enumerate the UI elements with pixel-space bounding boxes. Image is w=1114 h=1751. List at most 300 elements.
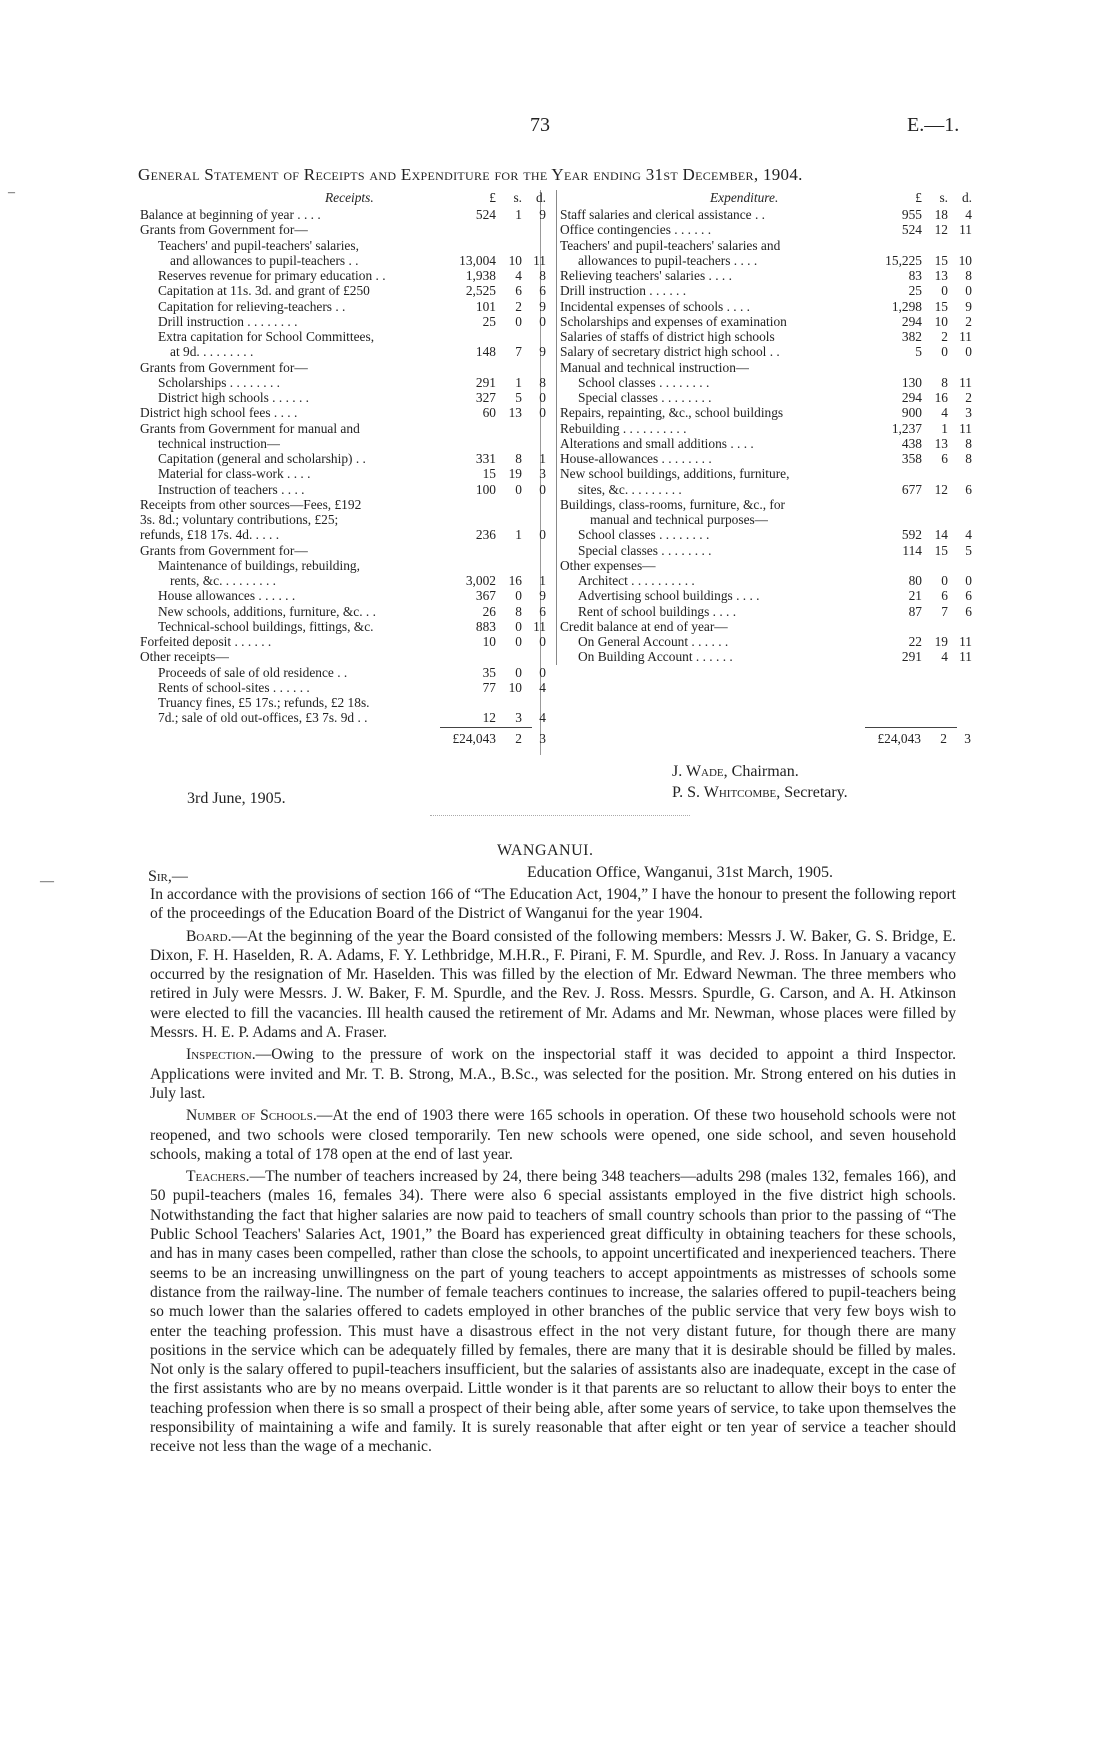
amount-shillings: 0 — [515, 618, 522, 634]
ledger-label: Capitation for relieving-teachers . . — [158, 298, 346, 314]
ledger-label: On General Account . . . . . . — [578, 634, 729, 649]
chairman-role: Chairman. — [727, 763, 799, 780]
expenditure-total-rule — [865, 727, 957, 728]
ledger-label: Capitation (general and scholarship) . . — [158, 451, 366, 466]
ledger-label: Technical-school buildings, fittings, &c. — [158, 618, 374, 634]
amount-shillings: 13 — [934, 435, 948, 451]
ledger-label: at 9d. . . . . . . . . — [170, 344, 254, 360]
amount-pounds: 25 — [482, 313, 496, 329]
ledger-label: Extra capitation for School Committees, — [158, 329, 375, 344]
amount-pounds: 3,002 — [465, 573, 496, 588]
ledger-row — [560, 420, 972, 436]
ledger-row — [140, 436, 542, 451]
ledger-label: Advertising school buildings . . . . — [578, 588, 760, 604]
ledger-row — [560, 558, 968, 573]
amount-shillings: 12 — [934, 222, 948, 238]
amount-pence: 4 — [965, 207, 972, 222]
ledger-amount — [866, 222, 972, 237]
receipts-table — [140, 190, 546, 726]
ledger-label: Special classes . . . . . . . . — [578, 542, 712, 558]
amount-shillings: 0 — [515, 634, 522, 649]
amount-shillings: 6 — [941, 451, 948, 466]
amount-pence: 8 — [539, 374, 546, 390]
amount-shillings: 2 — [941, 329, 948, 344]
amount-shillings: 0 — [515, 588, 522, 604]
receipts-total-rule — [440, 727, 532, 728]
ledger-label: Grants from Government for— — [140, 359, 308, 375]
ledger-amount — [866, 436, 972, 451]
ledger-label: Alterations and small additions . . . . — [560, 435, 754, 451]
ledger-amount — [866, 207, 972, 222]
amount-shillings: 10 — [508, 252, 522, 268]
ledger-label: On Building Account . . . . . . — [578, 649, 733, 665]
ledger-label: technical instruction— — [158, 435, 281, 451]
expenditure-header — [560, 190, 972, 207]
ledger-amount — [866, 649, 972, 664]
amount-pence: 5 — [965, 542, 972, 558]
amount-pence: 6 — [965, 481, 972, 497]
ledger-row — [560, 298, 972, 314]
ledger-label: Scholarships and expenses of examination — [560, 313, 787, 329]
amount-pounds: 382 — [901, 329, 922, 344]
amount-pence: 8 — [965, 451, 972, 466]
margin-mark: – — [8, 185, 15, 200]
office-line: Education Office, Wanganui, 31st March, 1905. — [527, 864, 834, 881]
amount-shillings: 16 — [508, 573, 522, 588]
amount-pounds: 524 — [475, 207, 496, 222]
ledger-row — [140, 374, 546, 390]
amount-shillings: 0 — [941, 283, 948, 299]
ledger-row — [560, 573, 972, 588]
total-shillings: 2 — [940, 731, 947, 746]
amount-pounds: 524 — [901, 222, 922, 238]
ledger-row — [560, 435, 972, 451]
amount-pounds: 592 — [901, 527, 922, 543]
ledger-amount — [440, 268, 546, 283]
ledger-amount — [866, 253, 972, 268]
ledger-row — [140, 603, 546, 619]
amount-shillings: 1 — [515, 374, 522, 390]
amount-pence: 6 — [539, 283, 546, 299]
ledger-amount — [866, 634, 972, 649]
amount-pounds: 35 — [482, 664, 496, 680]
ledger-amount — [866, 482, 972, 497]
ledger-amount — [866, 268, 972, 283]
amount-pence: 3 — [965, 405, 972, 421]
ledger-label: Relieving teachers' salaries . . . . — [560, 268, 732, 283]
ledger-label: Staff salaries and clerical assistance . . — [560, 207, 765, 222]
amount-pence: 11 — [959, 329, 972, 344]
paragraph-text: —Owing to the pressure of work on the inspectorial staff it was decided to appoint a third Inspector. Applications were invited and Mr. T. B. Strong, M.A., B.Sc., was selected for the position. Mr. Strong entered on his duties in July last. — [150, 1046, 956, 1102]
amount-pence: 8 — [965, 268, 972, 283]
ledger-row — [140, 649, 542, 664]
amount-pounds: 1,938 — [465, 268, 496, 283]
amount-pence: 11 — [533, 618, 546, 634]
amount-pence: 9 — [965, 298, 972, 314]
ledger-row — [560, 390, 972, 405]
paragraph-text: —The number of teachers increased by 24, there being 348 teachers—adults 298 (males 132, females 166), and 50 pupil-teachers (males 16, females 34). There were also 6 special assistants employed in the five district high schools. Notwithstanding the fact that higher salaries are now paid to teachers of small country schools than prior to the passing of “The Public School Teachers' Salaries Act, 1901,” the Board has experienced great difficulty in obtaining teachers for these schools, and has in many cases been compelled, rather than close the schools, to appoint uncertificated and inexperienced teachers. There seems to be an increasing unwillingness on the part of young teachers to accept appointments as mistresses of schools some distance from the railway-line. The number of female teachers continues to increase, the salaries offered to pupil-teachers being so much lower than the salaries offered to cadets employed in other branches of the public service that very few boys wish to enter the teaching profession. This must have a disastrous effect in the not very distant future, for though there are many positions in the service which can be adequately filled by females, there are many that it is desirable should be filled by males. Not only is the salary offered to pupil-teachers insufficient, but the salaries of assistants also are inadequate, except in the case of the first assistants who are by no means overpaid. Little wonder is it that parents are so reluctant to allow their boys to enter the teaching profession when there is so small a prospect of their being able, after some years of service, to take upon themselves the responsibility of maintaining a wife and family. It is surely reasonable that after eight or ten year of service a teacher should receive not less than the wage of a mechanic. — [150, 1168, 956, 1456]
amount-pounds: 883 — [475, 618, 496, 634]
ledger-row — [560, 649, 972, 665]
amount-pence: 11 — [959, 222, 972, 238]
amount-shillings: 13 — [508, 405, 522, 421]
ledger-label: Manual and technical instruction— — [560, 359, 750, 375]
amount-shillings: 5 — [515, 390, 522, 405]
amount-pounds: 291 — [901, 649, 922, 665]
amount-shillings: 15 — [934, 252, 948, 268]
ledger-amount — [440, 375, 546, 390]
salutation: Sir,— — [148, 868, 188, 885]
ledger-row — [560, 405, 972, 421]
amount-pounds: 294 — [901, 390, 922, 405]
amount-pence: 0 — [539, 313, 546, 329]
ledger-label: Grants from Government for manual and — [140, 420, 360, 436]
ledger-row — [140, 695, 542, 710]
amount-shillings: 0 — [941, 573, 948, 588]
amount-shillings: 7 — [515, 344, 522, 360]
col-pence: d. — [535, 190, 546, 205]
ledger-row — [560, 329, 972, 344]
ledger-row — [560, 238, 968, 253]
ledger-amount — [440, 299, 546, 314]
ledger-row — [560, 527, 972, 543]
ledger-row — [140, 558, 542, 573]
ledger-row — [560, 360, 968, 375]
ledger-amount — [440, 482, 546, 497]
ledger-label: Truancy fines, £5 17s.; refunds, £2 18s. — [158, 695, 370, 710]
amount-shillings: 16 — [934, 390, 948, 405]
ledger-row — [140, 710, 546, 726]
amount-shillings: 4 — [941, 405, 948, 421]
ledger-row — [140, 527, 546, 543]
ledger-row — [560, 313, 972, 329]
receipts-total — [440, 731, 546, 747]
amount-pence: 9 — [539, 588, 546, 604]
amount-pounds: 438 — [901, 435, 922, 451]
col-pence: d. — [961, 190, 972, 205]
amount-pence: 0 — [539, 405, 546, 421]
ledger-row — [140, 618, 546, 634]
ledger-row — [140, 405, 546, 421]
amount-shillings: 1 — [941, 420, 948, 436]
ledger-amount — [440, 604, 546, 619]
amount-pounds: 101 — [475, 298, 496, 314]
amount-pounds: 21 — [908, 588, 922, 604]
amount-pounds: 358 — [901, 451, 922, 466]
amount-pence: 6 — [965, 588, 972, 604]
ledger-row — [140, 313, 546, 329]
amount-pounds: 13,004 — [459, 252, 496, 268]
ledger-amount — [866, 573, 972, 588]
ledger-label: Instruction of teachers . . . . — [158, 481, 305, 497]
amount-shillings: 15 — [934, 542, 948, 558]
ledger-row — [140, 421, 542, 436]
ledger-row — [140, 222, 542, 237]
ledger-row — [140, 512, 542, 527]
amount-pounds: 87 — [908, 603, 922, 619]
amount-pounds: 15 — [482, 466, 496, 482]
ledger-amount — [440, 573, 546, 588]
paragraph-intro — [150, 884, 956, 924]
amount-pounds: 236 — [475, 527, 496, 543]
ledger-label: Rebuilding . . . . . . . . . . — [560, 420, 687, 436]
ledger-amount — [866, 283, 972, 298]
amount-pounds: 114 — [902, 542, 922, 558]
ledger-amount — [440, 527, 546, 542]
ledger-label: Scholarships . . . . . . . . — [158, 374, 280, 390]
ledger-amount — [866, 451, 972, 466]
amount-pounds: 100 — [475, 481, 496, 497]
ledger-row — [560, 222, 972, 238]
amount-pounds: 2,525 — [465, 283, 496, 299]
paragraph-head: Number of Schools. — [186, 1107, 317, 1125]
amount-pence: 3 — [539, 466, 546, 482]
ledger-amount — [440, 466, 546, 481]
report-body — [150, 884, 956, 1460]
receipts-caption: Receipts. — [325, 190, 374, 205]
ledger-row — [560, 268, 972, 283]
amount-pence: 0 — [539, 634, 546, 649]
amount-pence: 0 — [965, 573, 972, 588]
ledger-row — [140, 497, 542, 512]
ledger-row — [560, 481, 972, 497]
expenditure-total — [865, 731, 971, 747]
paragraph-text: —At the end of 1903 there were 165 schools in operation. Of these two household schools were not reopened, and two schools were closed temporarily. Ten new schools were opened, one side school, and seven household schools, making a total of 178 open at the end of last year. — [150, 1107, 956, 1163]
ledger-label: and allowances to pupil-teachers . . — [170, 252, 359, 268]
ledger-amount — [440, 207, 546, 222]
ledger-label: 7d.; sale of old out-offices, £3 7s. 9d . . — [158, 710, 368, 726]
ledger-label: rents, &c. . . . . . . . . — [170, 573, 276, 588]
ledger-label: House allowances . . . . . . — [158, 588, 296, 604]
ledger-row — [140, 390, 546, 405]
amount-shillings: 10 — [934, 313, 948, 329]
amount-pence: 4 — [539, 710, 546, 726]
amount-shillings: 4 — [515, 268, 522, 283]
amount-pounds: 25 — [908, 283, 922, 299]
col-pounds: £ — [915, 190, 922, 205]
col-pounds: £ — [489, 190, 496, 205]
ledger-amount — [866, 604, 972, 619]
amount-pence: 0 — [539, 527, 546, 543]
ledger-amount — [440, 451, 546, 466]
amount-pounds: 294 — [901, 313, 922, 329]
amount-shillings: 8 — [515, 451, 522, 466]
paragraph-schools — [150, 1106, 956, 1164]
amount-pounds: 83 — [908, 268, 922, 283]
amount-pence: 11 — [959, 374, 972, 390]
ledger-label: Balance at beginning of year . . . . — [140, 207, 321, 222]
ledger-amount — [440, 253, 546, 268]
total-pence: 3 — [539, 731, 546, 746]
amount-pence: 9 — [539, 298, 546, 314]
ledger-amount — [440, 680, 546, 695]
amount-pence: 0 — [539, 664, 546, 680]
ledger-row — [140, 329, 542, 344]
amount-shillings: 10 — [508, 679, 522, 695]
ledger-label: Material for class-work . . . . — [158, 466, 311, 482]
ledger-amount — [440, 665, 546, 680]
amount-pounds: 10 — [482, 634, 496, 649]
ledger-row — [140, 481, 546, 497]
amount-pounds: 148 — [475, 344, 496, 360]
amount-pounds: 331 — [475, 451, 496, 466]
amount-shillings: 0 — [515, 313, 522, 329]
ledger-row — [140, 466, 546, 482]
amount-shillings: 1 — [515, 527, 522, 543]
paragraph-head: Inspection. — [186, 1046, 256, 1064]
ledger-label: Repairs, repainting, &c., school buildings — [560, 405, 784, 421]
ledger-row — [560, 374, 972, 390]
ledger-label: Maintenance of buildings, rebuilding, — [158, 557, 360, 573]
ledger-label: Credit balance at end of year— — [560, 618, 728, 634]
ledger-label: New school buildings, additions, furniture, — [560, 466, 790, 482]
amount-pence: 11 — [533, 252, 546, 268]
amount-shillings: 2 — [515, 298, 522, 314]
col-shillings: s. — [939, 190, 948, 205]
amount-shillings: 15 — [934, 298, 948, 314]
expenditure-caption: Expenditure. — [710, 190, 779, 205]
paragraph-teachers — [150, 1167, 956, 1456]
amount-pounds: 955 — [901, 207, 922, 222]
statement-date: 3rd June, 1905. — [187, 790, 286, 807]
ledger-amount — [440, 344, 546, 359]
amount-shillings: 6 — [515, 283, 522, 299]
ledger-amount — [440, 283, 546, 298]
paragraph-text: In accordance with the provisions of section 166 of “The Education Act, 1904,” I have the honour to present the following report of the proceedings of the Education Board of the District of Wanganui for the year 1904. — [150, 886, 956, 923]
ledger-row — [140, 588, 546, 604]
signature-secretary — [672, 784, 848, 802]
ledger-amount — [866, 314, 972, 329]
amount-pounds: 1,298 — [891, 298, 922, 314]
amount-pounds: 291 — [475, 374, 496, 390]
amount-shillings: 1 — [515, 207, 522, 222]
amount-shillings: 8 — [941, 374, 948, 390]
amount-pounds: 900 — [901, 405, 922, 421]
total-pounds: £24,043 — [877, 731, 921, 746]
ledger-row — [140, 344, 546, 360]
ledger-label: District high school fees . . . . — [140, 405, 298, 421]
ledger-row — [560, 466, 968, 481]
amount-pence: 0 — [539, 481, 546, 497]
ledger-label: Teachers' and pupil-teachers' salaries, — [158, 237, 359, 253]
receipts-header — [140, 190, 546, 207]
amount-pence: 11 — [959, 634, 972, 649]
ledger-row — [560, 207, 972, 222]
ledger-label: School classes . . . . . . . . — [578, 527, 710, 543]
ledger-label: refunds, £18 17s. 4d. . . . . — [140, 527, 280, 543]
ledger-amount — [440, 634, 546, 649]
secretary-role: Secretary. — [780, 784, 848, 801]
amount-pence: 0 — [965, 344, 972, 360]
ledger-amount — [440, 390, 546, 405]
ledger-amount — [440, 710, 546, 725]
amount-pounds: 15,225 — [885, 252, 922, 268]
ledger-row — [140, 283, 546, 299]
ledger-row — [560, 588, 972, 604]
total-pounds: £24,043 — [452, 731, 496, 746]
ledger-row — [140, 679, 546, 695]
amount-shillings: 0 — [515, 664, 522, 680]
ledger-label: Drill instruction . . . . . . . . — [158, 313, 298, 329]
ledger-label: Architect . . . . . . . . . . — [578, 573, 695, 588]
amount-pounds: 5 — [915, 344, 922, 360]
ledger-label: Special classes . . . . . . . . — [578, 390, 712, 405]
money-header — [440, 190, 546, 206]
ledger-label: District high schools . . . . . . — [158, 390, 310, 405]
amount-shillings: 0 — [941, 344, 948, 360]
ledger-row — [140, 252, 546, 268]
ledger-label: Forfeited deposit . . . . . . — [140, 634, 272, 649]
amount-pounds: 26 — [482, 603, 496, 619]
amount-pence: 2 — [965, 313, 972, 329]
ledger-amount — [866, 299, 972, 314]
amount-pence: 9 — [539, 207, 546, 222]
ledger-amount — [866, 344, 972, 359]
amount-pounds: 130 — [901, 374, 922, 390]
ledger-label: Proceeds of sale of old residence . . — [158, 664, 348, 680]
ledger-label: Salaries of staffs of district high schools — [560, 329, 775, 344]
amount-pence: 1 — [539, 573, 546, 588]
ledger-amount — [866, 543, 972, 558]
money-header — [866, 190, 972, 206]
amount-pounds: 80 — [908, 573, 922, 588]
ledger-row — [560, 451, 972, 466]
total-shillings: 2 — [515, 731, 522, 746]
ledger-row — [140, 298, 546, 314]
amount-pence: 9 — [539, 344, 546, 360]
ledger-label: sites, &c. . . . . . . . . — [578, 481, 682, 497]
amount-pounds: 60 — [482, 405, 496, 421]
ledger-label: Drill instruction . . . . . . — [560, 283, 687, 299]
page-number: 73 — [530, 114, 550, 136]
ledger-row — [140, 573, 546, 588]
amount-pence: 8 — [539, 268, 546, 283]
col-shillings: s. — [513, 190, 522, 205]
amount-shillings: 18 — [934, 207, 948, 222]
document-code: E.—1. — [907, 114, 960, 136]
signature-chairman — [672, 763, 799, 781]
margin-mark: — — [40, 874, 54, 889]
ledger-label: Salary of secretary district high school . . — [560, 344, 780, 360]
ledger-label: Buildings, class-rooms, furniture, &c., for — [560, 496, 785, 512]
amount-pence: 6 — [965, 603, 972, 619]
amount-shillings: 7 — [941, 603, 948, 619]
amount-shillings: 3 — [515, 710, 522, 726]
ledger-amount — [866, 375, 972, 390]
ledger-label: Other expenses— — [560, 557, 656, 573]
ledger-label: Capitation at 11s. 3d. and grant of £250 — [158, 283, 370, 299]
ledger-row — [560, 619, 968, 634]
amount-shillings: 19 — [934, 634, 948, 649]
amount-shillings: 14 — [934, 527, 948, 543]
amount-shillings: 12 — [934, 481, 948, 497]
amount-shillings: 0 — [515, 481, 522, 497]
ledger-row — [560, 512, 968, 527]
amount-pence: 0 — [539, 390, 546, 405]
ledger-label: Incidental expenses of schools . . . . — [560, 298, 751, 314]
amount-pounds: 367 — [475, 588, 496, 604]
paragraph-text: —At the beginning of the year the Board consisted of the following members: Messrs J. W. Baker, G. S. Bridge, E. Dixon, F. H. Haselden, R. A. Adams, F. Y. Lethbridge, M.H.R., F. Pirani, F. M. Spurdle, and Rev. J. Ross. In January a vacancy occurred by the resignation of Mr. Haselden. This was filled by the election of Mr. Edward Newman. The three members who retired in July were Messrs. J. W. Baker, F. M. Spurdle, and the Rev. J. Ross. Messrs. Spurdle, G. Carson, and A. H. Atkinson were elected to fill the vacancies. Ill health caused the retirement of Mr. Adams and Mr. Newman, whose places were filled by Messrs. H. E. P. Adams and A. Fraser. — [150, 927, 956, 1042]
amount-pence: 6 — [539, 603, 546, 619]
ledger-label: 3s. 8d.; voluntary contributions, £25; — [140, 512, 339, 527]
ledger-label: New schools, additions, furniture, &c. . . — [158, 603, 376, 619]
paragraph-head: Teachers. — [186, 1168, 250, 1186]
amount-pounds: 77 — [482, 679, 496, 695]
amount-pence: 1 — [539, 451, 546, 466]
ledger-label: House-allowances . . . . . . . . — [560, 451, 712, 466]
amount-pounds: 677 — [901, 481, 922, 497]
amount-pence: 11 — [959, 649, 972, 665]
